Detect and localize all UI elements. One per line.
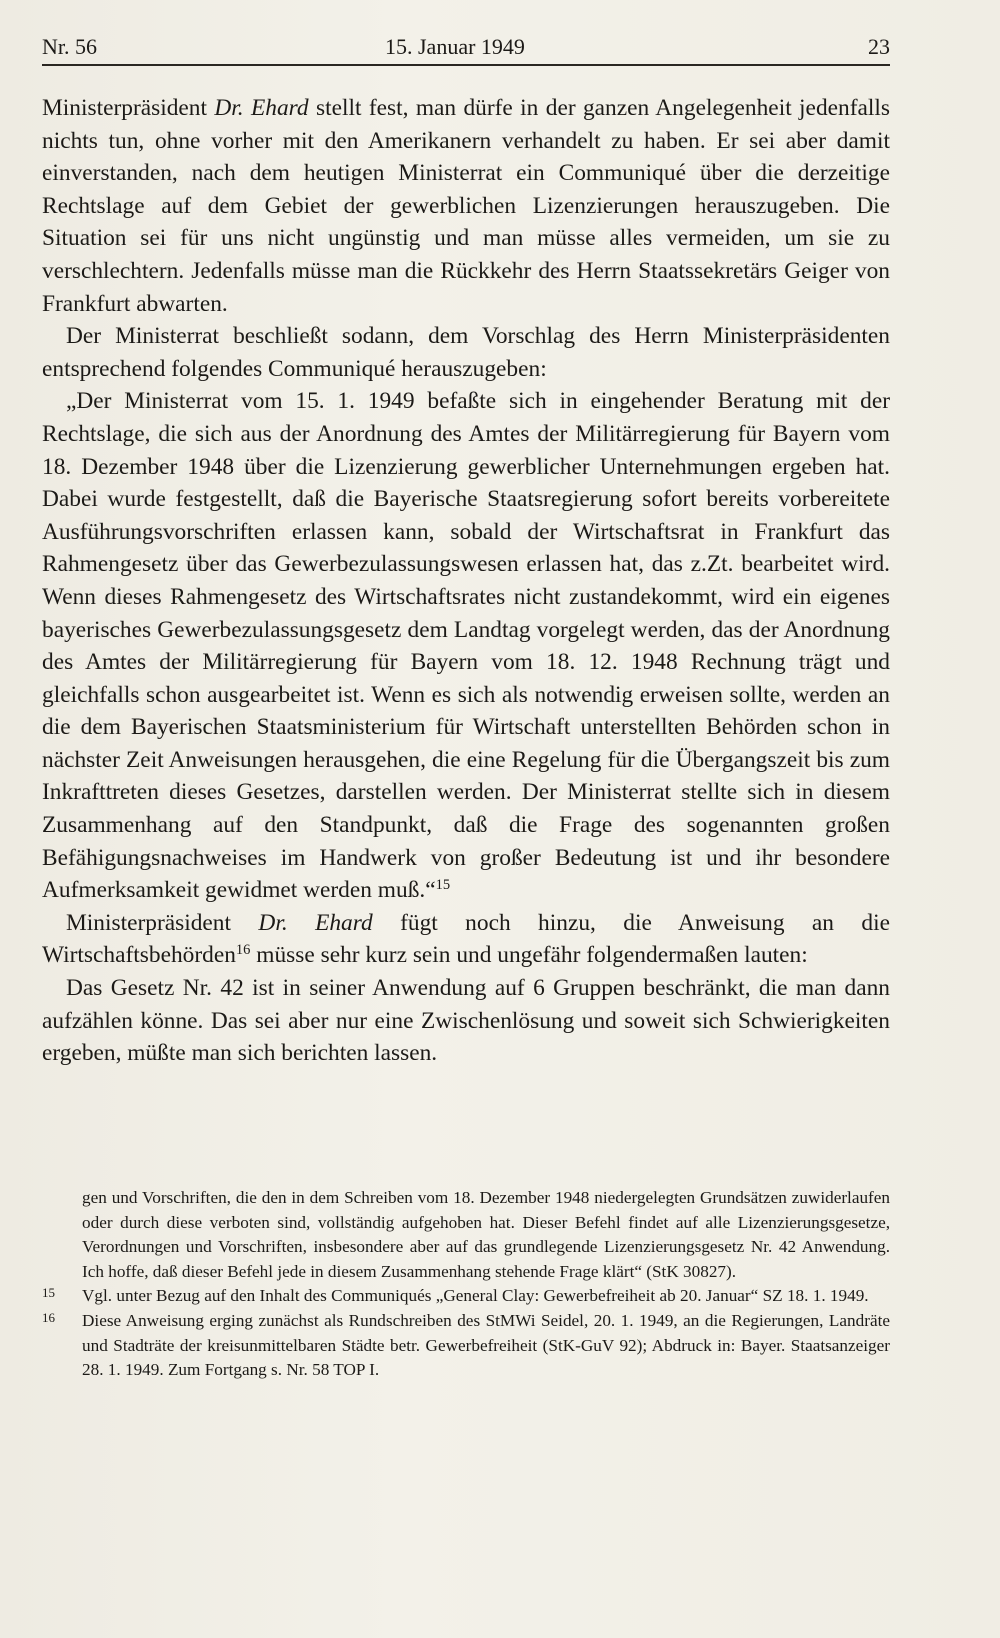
footnote-16 bbox=[42, 1309, 890, 1383]
running-header bbox=[42, 34, 890, 66]
paragraph-ehard-statement bbox=[42, 92, 890, 320]
footnote-mark-15: 15 bbox=[42, 1285, 55, 1301]
paragraph-ehard-addition bbox=[42, 907, 890, 972]
paragraph-text: müsse sehr kurz sein und ungefähr folgendermaßen lauten: bbox=[250, 942, 808, 969]
main-text bbox=[42, 92, 890, 1070]
speaker-title: Ministerpräsident bbox=[66, 909, 259, 936]
paragraph-communique bbox=[42, 385, 890, 907]
speaker-title: Ministerpräsident bbox=[42, 95, 215, 121]
footnote-ref-15: 15 bbox=[435, 877, 451, 894]
footnote-ref-16: 16 bbox=[235, 942, 251, 959]
footnotes bbox=[42, 1186, 890, 1383]
communique-text: „Der Ministerrat vom 15. 1. 1949 befaßte sich in eingehender Beratung mit der Rechtslage, die sich aus der Anordnung des Amtes der Militärregierung für Bayern vom 18. Dezember 1948 über die Lizenzierung gewerblicher Unternehmungen ergeben hat. Dabei wurde festgestellt, daß die Bayerische Staatsregierung sofort bereits vorbereitete Ausführungsvorschriften erlassen kann, sobald der Wirtschaftsrat in Frankfurt das Rahmengesetz über das Gewerbezulassungswesen erlassen hat, das z.Zt. bearbeitet wird. Wenn dieses Rahmengesetz des Wirtschaftsrates nicht zustandekommt, wird ein eigenes bayerisches Gewerbezulassungsgesetz dem Landtag vorgelegt werden, das der Anordnung des Amtes der Militärregierung für Bayern vom 18. 12. 1948 Rechnung trägt und gleichfalls schon ausgearbeitet ist. Wenn es sich als notwendig erweisen sollte, werden an die dem Bayerischen Staatsministerium für Wirtschaft unterstellten Behörden schon in nächster Zeit Anweisungen herausgehen, die eine Regelung für die Übergangszeit bis zum Inkrafttreten dieses Gesetzes, darstellen werden. Der Ministerrat stellte sich in diesem Zusammenhang auf den Standpunkt, daß die Frage des sogenannten großen Befähigungsnachweises im Handwerk von großer Bedeutung ist und ihr besondere Aufmerksamkeit gewidmet werden muß.“ bbox=[42, 388, 890, 904]
footnote-15 bbox=[42, 1284, 890, 1309]
paragraph-decision: Der Ministerrat beschließt sodann, dem Vorschlag des Herrn Ministerpräsidenten entsprechend folgendes Communiqué herauszugeben: bbox=[42, 323, 890, 382]
header-date: 15. Januar 1949 bbox=[385, 34, 525, 59]
speaker-name: Dr. Ehard bbox=[258, 909, 373, 936]
paragraph-text: fügt noch hinzu, die Anweisung an die Wirtschaftsbehörden bbox=[42, 909, 890, 969]
speaker-name: Dr. Ehard bbox=[214, 95, 309, 121]
footnote-mark-16: 16 bbox=[42, 1309, 55, 1325]
document-number: Nr. 56 bbox=[42, 34, 97, 59]
footnote-continued: gen und Vorschriften, die den in dem Schreiben vom 18. Dezember 1948 niedergelegten Grundsätzen zuwiderlaufen oder durch diese verboten sind, vollständig aufgehoben hat. Dieser Befehl findet auf alle Lizenzierungsgesetze, Verordnungen und Vorschriften, insbesondere aber auf das grundlegende Lizenzierungsgesetz Nr. 42 Anwendung. Ich hoffe, daß dieser Befehl jede in diesem Zusammenhang stehende Frage klärt“ (StK 30827). bbox=[82, 1188, 890, 1281]
footnote-text: Vgl. unter Bezug auf den Inhalt des Communiqués „General Clay: Gewerbefreiheit ab 20. Januar“ SZ 18. 1. 1949. bbox=[82, 1286, 869, 1306]
footnote-text: Diese Anweisung erging zunächst als Rundschreiben des StMWi Seidel, 20. 1. 1949, an die Regierungen, Landräte und Stadträte der kreisunmittelbaren Städte betr. Gewerbefreiheit (StK-GuV 92); Abdruck in: Bayer. Staatsanzeiger 28. 1. 1949. Zum Fortgang s. Nr. 58 TOP I. bbox=[82, 1310, 890, 1380]
page-number: 23 bbox=[868, 34, 890, 59]
paragraph-text: stellt fest, man dürfe in der ganzen Angelegenheit jedenfalls nichts tun, ohne vorher mit den Amerikanern verhandelt zu haben. Er sei aber damit einverstanden, nach dem heutigen Ministerrat ein Communiqué über die derzeitige Rechtslage auf dem Gebiet der gewerblichen Lizenzierungen herauszugeben. Die Situation sei für uns nicht ungünstig und man müsse alles vermeiden, um sie zu verschlechtern. Jedenfalls müsse man die Rückkehr des Herrn Staatssekretärs Geiger von Frankfurt abwarten. bbox=[42, 95, 890, 317]
paragraph-law-42: Das Gesetz Nr. 42 ist in seiner Anwendung auf 6 Gruppen beschränkt, die man dann aufzählen könne. Das sei aber nur eine Zwischenlösung und soweit sich Schwierigkeiten ergeben, müßte man sich berichten lassen. bbox=[42, 975, 890, 1067]
